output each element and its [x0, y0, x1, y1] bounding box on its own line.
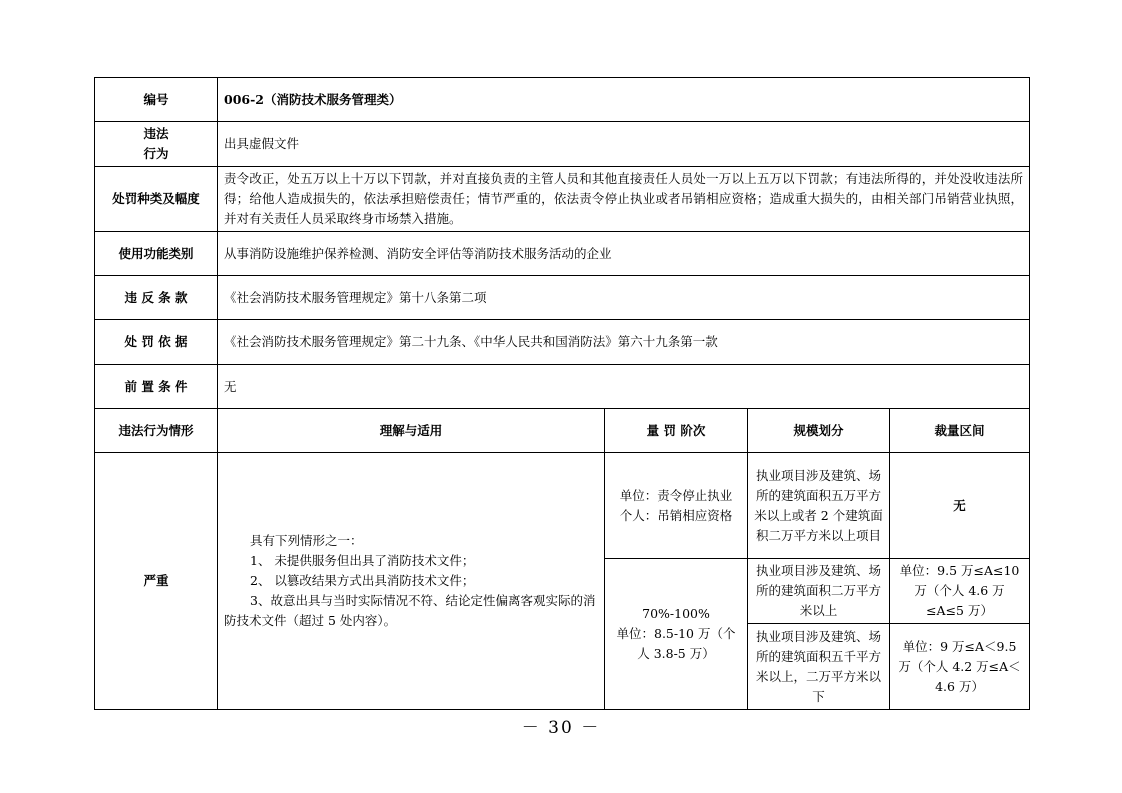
severe-intro: 具有下列情形之一： [250, 533, 363, 548]
scope-value: 从事消防设施维护保养检测、消防安全评估等消防技术服务活动的企业 [218, 232, 1030, 276]
severe-item-3: 3、故意出具与当时实际情况不符、结论定性偏离客观实际的消防技术文件（超过 5 处内容）。 [224, 593, 596, 628]
precondition-value: 无 [218, 365, 1030, 409]
header-scale: 规模划分 [748, 409, 890, 453]
code-label: 编号 [95, 78, 218, 122]
page-number: － 30 － [521, 718, 601, 738]
severe-item-2: 2、 以篡改结果方式出具消防技术文件； [250, 573, 475, 588]
tier2-sub1-scale: 执业项目涉及建筑、场所的建筑面积二万平方米以上 [748, 559, 890, 624]
row-basis [95, 320, 1030, 365]
tier2-sub1-range: 单位：9.5 万≤A≤10 万（个人 4.6 万≤A≤5 万） [890, 559, 1030, 624]
code-value: 006-2（消防技术服务管理类） [218, 78, 1030, 122]
header-situation: 违法行为情形 [95, 409, 218, 453]
header-row [95, 409, 1030, 453]
header-understanding: 理解与适用 [218, 409, 605, 453]
penalty-value: 责令改正，处五万以上十万以下罚款，并对直接负责的主管人员和其他直接责任人员处一万以上五万以下罚款；有违法所得的，并处没收违法所得；给他人造成损失的，依法承担赔偿责任；情节严重的，依法责令停止执业或者吊销相应资格；造成重大损失的，由相关部门吊销营业执照，并对有关责任人员采取终身市场禁入措施。 [218, 167, 1030, 232]
tier2-level [605, 559, 748, 710]
tier1-level [605, 453, 748, 559]
tier1-level-line2: 个人：吊销相应资格 [619, 507, 733, 523]
header-level: 量 罚 阶次 [605, 409, 748, 453]
tier1-scale: 执业项目涉及建筑、场所的建筑面积五万平方米以上或者 2 个建筑面积二万平方米以上项目 [748, 453, 890, 559]
basis-value: 《社会消防技术服务管理规定》第二十九条、《中华人民共和国消防法》第六十九条第一款 [218, 320, 1030, 365]
tier1-level-line1: 单位：责令停止执业 [619, 487, 733, 503]
violated-label: 违 反 条 款 [95, 276, 218, 320]
severe-label: 严重 [95, 453, 218, 710]
regulation-table [94, 77, 1030, 710]
tier2-sub2-range: 单位：9 万≤A＜9.5 万（个人 4.2 万≤A＜4.6 万） [890, 624, 1030, 710]
severe-row-1 [95, 453, 1030, 559]
act-label-line2: 行为 [143, 146, 169, 161]
penalty-label: 处罚种类及幅度 [95, 167, 218, 232]
severe-item-1: 1、 未提供服务但出具了消防技术文件； [250, 553, 475, 568]
act-value: 出具虚假文件 [218, 122, 1030, 167]
precondition-label: 前 置 条 件 [95, 365, 218, 409]
row-precondition [95, 365, 1030, 409]
severe-understanding [218, 453, 605, 710]
row-violated [95, 276, 1030, 320]
tier1-range: 无 [890, 453, 1030, 559]
violated-value: 《社会消防技术服务管理规定》第十八条第二项 [218, 276, 1030, 320]
act-label-line1: 违法 [143, 126, 169, 141]
row-act [95, 122, 1030, 167]
scope-label: 使用功能类别 [95, 232, 218, 276]
tier2-level-line2: 单位：8.5-10 万（个人 3.8-5 万） [616, 626, 736, 661]
act-label [95, 122, 218, 167]
row-penalty [95, 167, 1030, 232]
basis-label: 处 罚 依 据 [95, 320, 218, 365]
row-scope [95, 232, 1030, 276]
row-code [95, 78, 1030, 122]
tier2-level-line1: 70%-100% [642, 606, 710, 621]
tier2-sub2-scale: 执业项目涉及建筑、场所的建筑面积五千平方米以上，二万平方米以下 [748, 624, 890, 710]
header-range: 裁量区间 [890, 409, 1030, 453]
